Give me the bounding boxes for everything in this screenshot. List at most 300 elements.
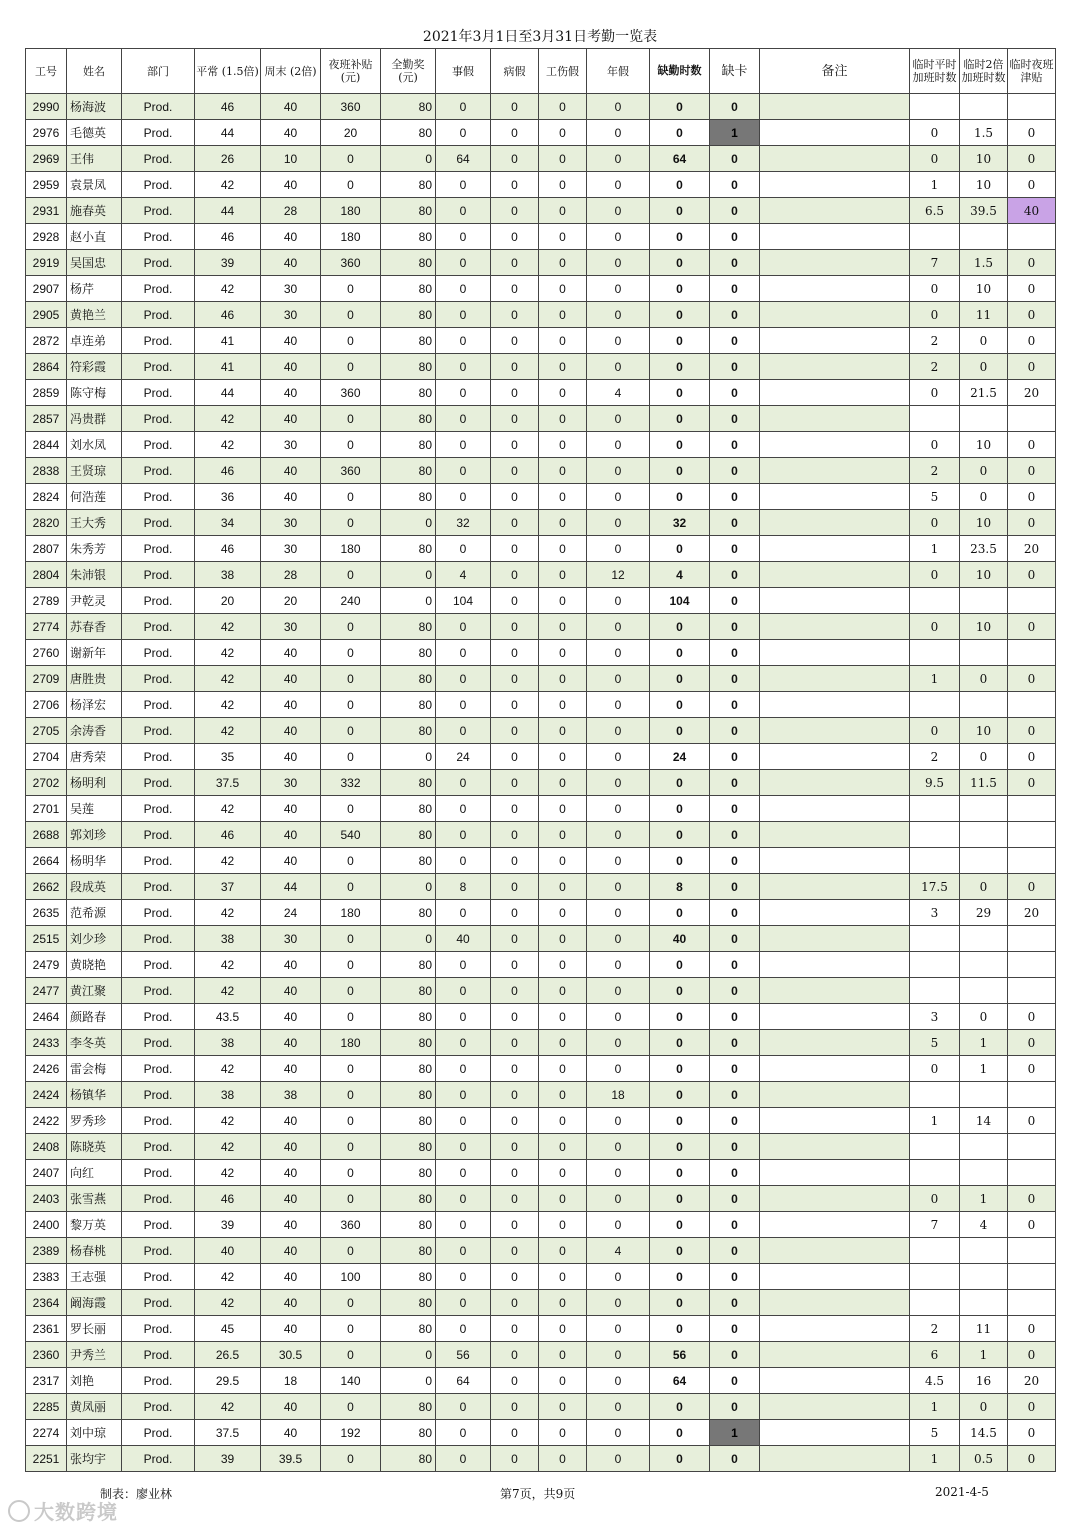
cell-id: 2824 bbox=[26, 484, 67, 510]
cell-annual-leave: 0 bbox=[587, 614, 650, 640]
cell-absence-hours: 0 bbox=[650, 1212, 710, 1238]
header-row bbox=[26, 49, 1056, 94]
cell-missing-card: 0 bbox=[710, 900, 760, 926]
cell-absence-hours: 0 bbox=[650, 822, 710, 848]
table-row bbox=[26, 1160, 1056, 1186]
table-row bbox=[26, 94, 1056, 120]
cell-night-allowance: 360 bbox=[321, 1212, 381, 1238]
cell-personal-leave: 0 bbox=[436, 1186, 491, 1212]
cell-missing-card: 0 bbox=[710, 1212, 760, 1238]
cell-dept: Prod. bbox=[122, 94, 195, 120]
cell-temp-double-ot: 0 bbox=[960, 484, 1008, 510]
cell-temp-night-allowance: 0 bbox=[1008, 874, 1056, 900]
cell-annual-leave: 0 bbox=[587, 1160, 650, 1186]
cell-dept: Prod. bbox=[122, 432, 195, 458]
cell-annual-leave: 0 bbox=[587, 536, 650, 562]
cell-absence-hours: 104 bbox=[650, 588, 710, 614]
cell-night-allowance: 0 bbox=[321, 978, 381, 1004]
cell-night-allowance: 0 bbox=[321, 1394, 381, 1420]
cell-night-allowance: 0 bbox=[321, 1004, 381, 1030]
cell-personal-leave: 0 bbox=[436, 406, 491, 432]
cell-injury-leave: 0 bbox=[539, 1082, 587, 1108]
cell-name: 向红 bbox=[67, 1160, 122, 1186]
cell-id: 2635 bbox=[26, 900, 67, 926]
cell-missing-card: 0 bbox=[710, 822, 760, 848]
cell-temp-night-allowance: 0 bbox=[1008, 666, 1056, 692]
cell-full-attendance-bonus: 80 bbox=[381, 458, 436, 484]
cell-injury-leave: 0 bbox=[539, 432, 587, 458]
cell-injury-leave: 0 bbox=[539, 536, 587, 562]
cell-id: 2426 bbox=[26, 1056, 67, 1082]
cell-temp-double-ot bbox=[960, 1134, 1008, 1160]
cell-id: 2515 bbox=[26, 926, 67, 952]
cell-regular-ot: 42 bbox=[195, 1264, 261, 1290]
cell-sick-leave: 0 bbox=[491, 1004, 539, 1030]
cell-dept: Prod. bbox=[122, 120, 195, 146]
cell-sick-leave: 0 bbox=[491, 536, 539, 562]
cell-id: 2760 bbox=[26, 640, 67, 666]
cell-weekend-ot: 40 bbox=[261, 1030, 321, 1056]
cell-temp-night-allowance: 0 bbox=[1008, 1420, 1056, 1446]
cell-personal-leave: 0 bbox=[436, 302, 491, 328]
cell-injury-leave: 0 bbox=[539, 198, 587, 224]
cell-injury-leave: 0 bbox=[539, 250, 587, 276]
cell-remarks bbox=[760, 172, 910, 198]
cell-sick-leave: 0 bbox=[491, 510, 539, 536]
cell-night-allowance: 140 bbox=[321, 1368, 381, 1394]
cell-id: 2919 bbox=[26, 250, 67, 276]
cell-annual-leave: 4 bbox=[587, 380, 650, 406]
cell-id: 2664 bbox=[26, 848, 67, 874]
cell-temp-night-allowance bbox=[1008, 1134, 1056, 1160]
cell-full-attendance-bonus: 80 bbox=[381, 952, 436, 978]
cell-absence-hours: 0 bbox=[650, 458, 710, 484]
cell-temp-night-allowance: 0 bbox=[1008, 172, 1056, 198]
cell-id: 2360 bbox=[26, 1342, 67, 1368]
cell-regular-ot: 42 bbox=[195, 1290, 261, 1316]
cell-temp-night-allowance: 20 bbox=[1008, 1368, 1056, 1394]
cell-weekend-ot: 28 bbox=[261, 562, 321, 588]
cell-annual-leave: 0 bbox=[587, 692, 650, 718]
cell-temp-night-allowance: 0 bbox=[1008, 770, 1056, 796]
table-row bbox=[26, 1238, 1056, 1264]
col-header-annual-leave: 年假 bbox=[587, 49, 650, 94]
cell-injury-leave: 0 bbox=[539, 380, 587, 406]
cell-remarks bbox=[760, 614, 910, 640]
cell-night-allowance: 0 bbox=[321, 484, 381, 510]
cell-weekend-ot: 40 bbox=[261, 822, 321, 848]
cell-sick-leave: 0 bbox=[491, 666, 539, 692]
cell-regular-ot: 39 bbox=[195, 1446, 261, 1472]
table-row bbox=[26, 146, 1056, 172]
cell-weekend-ot: 40 bbox=[261, 224, 321, 250]
cell-dept: Prod. bbox=[122, 406, 195, 432]
cell-sick-leave: 0 bbox=[491, 458, 539, 484]
cell-sick-leave: 0 bbox=[491, 484, 539, 510]
cell-personal-leave: 0 bbox=[436, 250, 491, 276]
cell-weekend-ot: 40 bbox=[261, 94, 321, 120]
cell-absence-hours: 0 bbox=[650, 484, 710, 510]
cell-night-allowance: 0 bbox=[321, 1316, 381, 1342]
cell-dept: Prod. bbox=[122, 250, 195, 276]
cell-absence-hours: 8 bbox=[650, 874, 710, 900]
cell-night-allowance: 0 bbox=[321, 406, 381, 432]
cell-missing-card: 0 bbox=[710, 224, 760, 250]
cell-personal-leave: 0 bbox=[436, 354, 491, 380]
cell-missing-card: 0 bbox=[710, 1056, 760, 1082]
cell-full-attendance-bonus: 80 bbox=[381, 1056, 436, 1082]
cell-personal-leave: 0 bbox=[436, 1082, 491, 1108]
cell-personal-leave: 0 bbox=[436, 1030, 491, 1056]
cell-absence-hours: 4 bbox=[650, 562, 710, 588]
cell-annual-leave: 0 bbox=[587, 926, 650, 952]
cell-missing-card: 0 bbox=[710, 666, 760, 692]
table-row bbox=[26, 848, 1056, 874]
cell-full-attendance-bonus: 80 bbox=[381, 640, 436, 666]
cell-remarks bbox=[760, 302, 910, 328]
table-row bbox=[26, 172, 1056, 198]
cell-sick-leave: 0 bbox=[491, 874, 539, 900]
table-row bbox=[26, 718, 1056, 744]
cell-full-attendance-bonus: 80 bbox=[381, 848, 436, 874]
cell-injury-leave: 0 bbox=[539, 900, 587, 926]
cell-night-allowance: 360 bbox=[321, 458, 381, 484]
cell-temp-night-allowance: 20 bbox=[1008, 536, 1056, 562]
cell-injury-leave: 0 bbox=[539, 562, 587, 588]
cell-dept: Prod. bbox=[122, 952, 195, 978]
cell-personal-leave: 64 bbox=[436, 1368, 491, 1394]
cell-injury-leave: 0 bbox=[539, 328, 587, 354]
cell-personal-leave: 0 bbox=[436, 1212, 491, 1238]
cell-name: 吴莲 bbox=[67, 796, 122, 822]
cell-weekend-ot: 30 bbox=[261, 302, 321, 328]
cell-temp-double-ot bbox=[960, 406, 1008, 432]
cell-regular-ot: 36 bbox=[195, 484, 261, 510]
cell-name: 黄凤丽 bbox=[67, 1394, 122, 1420]
cell-injury-leave: 0 bbox=[539, 796, 587, 822]
cell-absence-hours: 0 bbox=[650, 1264, 710, 1290]
cell-sick-leave: 0 bbox=[491, 302, 539, 328]
cell-injury-leave: 0 bbox=[539, 978, 587, 1004]
cell-temp-regular-ot bbox=[910, 406, 960, 432]
cell-weekend-ot: 18 bbox=[261, 1368, 321, 1394]
cell-full-attendance-bonus: 80 bbox=[381, 536, 436, 562]
cell-missing-card: 0 bbox=[710, 1290, 760, 1316]
cell-personal-leave: 0 bbox=[436, 432, 491, 458]
table-row bbox=[26, 302, 1056, 328]
cell-injury-leave: 0 bbox=[539, 848, 587, 874]
cell-sick-leave: 0 bbox=[491, 406, 539, 432]
cell-full-attendance-bonus: 0 bbox=[381, 1342, 436, 1368]
cell-temp-double-ot: 10 bbox=[960, 146, 1008, 172]
cell-annual-leave: 0 bbox=[587, 458, 650, 484]
cell-weekend-ot: 40 bbox=[261, 250, 321, 276]
cell-personal-leave: 40 bbox=[436, 926, 491, 952]
cell-missing-card: 0 bbox=[710, 926, 760, 952]
cell-name: 颜路春 bbox=[67, 1004, 122, 1030]
cell-missing-card: 0 bbox=[710, 1342, 760, 1368]
cell-annual-leave: 0 bbox=[587, 1446, 650, 1472]
cell-night-allowance: 0 bbox=[321, 276, 381, 302]
cell-regular-ot: 42 bbox=[195, 1056, 261, 1082]
cell-missing-card: 0 bbox=[710, 1108, 760, 1134]
cell-remarks bbox=[760, 562, 910, 588]
cell-name: 杨镇华 bbox=[67, 1082, 122, 1108]
cell-name: 陈晓英 bbox=[67, 1134, 122, 1160]
cell-absence-hours: 0 bbox=[650, 640, 710, 666]
cell-temp-night-allowance: 0 bbox=[1008, 510, 1056, 536]
cell-name: 黄晓艳 bbox=[67, 952, 122, 978]
cell-weekend-ot: 40 bbox=[261, 692, 321, 718]
cell-name: 李冬英 bbox=[67, 1030, 122, 1056]
table-row bbox=[26, 952, 1056, 978]
cell-name: 唐秀荣 bbox=[67, 744, 122, 770]
cell-weekend-ot: 40 bbox=[261, 978, 321, 1004]
cell-regular-ot: 44 bbox=[195, 380, 261, 406]
cell-sick-leave: 0 bbox=[491, 1134, 539, 1160]
cell-dept: Prod. bbox=[122, 146, 195, 172]
cell-name: 王贤琼 bbox=[67, 458, 122, 484]
table-row bbox=[26, 328, 1056, 354]
cell-night-allowance: 100 bbox=[321, 1264, 381, 1290]
cell-temp-double-ot: 1 bbox=[960, 1186, 1008, 1212]
cell-temp-double-ot: 1 bbox=[960, 1056, 1008, 1082]
table-row bbox=[26, 536, 1056, 562]
cell-dept: Prod. bbox=[122, 458, 195, 484]
cell-missing-card: 0 bbox=[710, 458, 760, 484]
cell-temp-night-allowance bbox=[1008, 640, 1056, 666]
cell-regular-ot: 38 bbox=[195, 926, 261, 952]
cell-night-allowance: 0 bbox=[321, 432, 381, 458]
cell-temp-double-ot bbox=[960, 224, 1008, 250]
cell-temp-double-ot bbox=[960, 94, 1008, 120]
cell-night-allowance: 0 bbox=[321, 640, 381, 666]
footer-page: 第7页，共9页 bbox=[500, 1487, 576, 1501]
cell-temp-double-ot: 10 bbox=[960, 614, 1008, 640]
cell-night-allowance: 0 bbox=[321, 1134, 381, 1160]
cell-temp-night-allowance: 0 bbox=[1008, 1108, 1056, 1134]
cell-sick-leave: 0 bbox=[491, 1420, 539, 1446]
cell-id: 2864 bbox=[26, 354, 67, 380]
cell-injury-leave: 0 bbox=[539, 1394, 587, 1420]
cell-dept: Prod. bbox=[122, 666, 195, 692]
cell-annual-leave: 0 bbox=[587, 354, 650, 380]
cell-full-attendance-bonus: 80 bbox=[381, 822, 436, 848]
cell-regular-ot: 42 bbox=[195, 172, 261, 198]
cell-absence-hours: 0 bbox=[650, 770, 710, 796]
cell-id: 2905 bbox=[26, 302, 67, 328]
cell-missing-card: 0 bbox=[710, 744, 760, 770]
cell-full-attendance-bonus: 80 bbox=[381, 1004, 436, 1030]
cell-dept: Prod. bbox=[122, 640, 195, 666]
cell-temp-regular-ot: 2 bbox=[910, 328, 960, 354]
cell-missing-card: 1 bbox=[710, 120, 760, 146]
cell-missing-card: 0 bbox=[710, 1186, 760, 1212]
cell-dept: Prod. bbox=[122, 1342, 195, 1368]
cell-injury-leave: 0 bbox=[539, 1134, 587, 1160]
cell-full-attendance-bonus: 80 bbox=[381, 250, 436, 276]
cell-sick-leave: 0 bbox=[491, 1056, 539, 1082]
col-header-sick-leave: 病假 bbox=[491, 49, 539, 94]
cell-temp-double-ot: 4 bbox=[960, 1212, 1008, 1238]
cell-regular-ot: 42 bbox=[195, 406, 261, 432]
cell-absence-hours: 0 bbox=[650, 1108, 710, 1134]
cell-remarks bbox=[760, 1394, 910, 1420]
cell-missing-card: 0 bbox=[710, 1160, 760, 1186]
cell-temp-night-allowance: 0 bbox=[1008, 458, 1056, 484]
cell-absence-hours: 0 bbox=[650, 614, 710, 640]
cell-temp-night-allowance bbox=[1008, 1082, 1056, 1108]
cell-name: 黄江聚 bbox=[67, 978, 122, 1004]
cell-annual-leave: 0 bbox=[587, 276, 650, 302]
cell-temp-double-ot: 10 bbox=[960, 276, 1008, 302]
cell-absence-hours: 0 bbox=[650, 666, 710, 692]
cell-temp-double-ot bbox=[960, 978, 1008, 1004]
cell-temp-double-ot bbox=[960, 1160, 1008, 1186]
cell-missing-card: 0 bbox=[710, 1394, 760, 1420]
cell-temp-double-ot: 39.5 bbox=[960, 198, 1008, 224]
cell-temp-regular-ot: 5 bbox=[910, 1420, 960, 1446]
cell-temp-double-ot: 0.5 bbox=[960, 1446, 1008, 1472]
cell-temp-regular-ot bbox=[910, 1290, 960, 1316]
cell-full-attendance-bonus: 80 bbox=[381, 1160, 436, 1186]
cell-regular-ot: 37 bbox=[195, 874, 261, 900]
cell-absence-hours: 0 bbox=[650, 718, 710, 744]
cell-personal-leave: 0 bbox=[436, 1134, 491, 1160]
cell-absence-hours: 0 bbox=[650, 978, 710, 1004]
cell-weekend-ot: 28 bbox=[261, 198, 321, 224]
cell-annual-leave: 0 bbox=[587, 1264, 650, 1290]
cell-sick-leave: 0 bbox=[491, 744, 539, 770]
cell-missing-card: 0 bbox=[710, 874, 760, 900]
cell-sick-leave: 0 bbox=[491, 328, 539, 354]
cell-remarks bbox=[760, 952, 910, 978]
cell-dept: Prod. bbox=[122, 796, 195, 822]
cell-id: 2931 bbox=[26, 198, 67, 224]
cell-id: 2859 bbox=[26, 380, 67, 406]
cell-temp-night-allowance: 0 bbox=[1008, 614, 1056, 640]
cell-temp-double-ot: 23.5 bbox=[960, 536, 1008, 562]
cell-dept: Prod. bbox=[122, 354, 195, 380]
cell-absence-hours: 0 bbox=[650, 1082, 710, 1108]
cell-remarks bbox=[760, 1420, 910, 1446]
cell-name: 罗长丽 bbox=[67, 1316, 122, 1342]
cell-temp-double-ot: 0 bbox=[960, 744, 1008, 770]
cell-night-allowance: 0 bbox=[321, 796, 381, 822]
cell-temp-regular-ot: 0 bbox=[910, 562, 960, 588]
table-row bbox=[26, 354, 1056, 380]
cell-injury-leave: 0 bbox=[539, 302, 587, 328]
cell-night-allowance: 0 bbox=[321, 1056, 381, 1082]
cell-annual-leave: 0 bbox=[587, 718, 650, 744]
cell-temp-night-allowance: 0 bbox=[1008, 120, 1056, 146]
cell-sick-leave: 0 bbox=[491, 640, 539, 666]
cell-annual-leave: 0 bbox=[587, 874, 650, 900]
cell-id: 2969 bbox=[26, 146, 67, 172]
cell-sick-leave: 0 bbox=[491, 1030, 539, 1056]
cell-weekend-ot: 30 bbox=[261, 432, 321, 458]
cell-temp-double-ot bbox=[960, 952, 1008, 978]
cell-night-allowance: 0 bbox=[321, 718, 381, 744]
cell-temp-regular-ot: 0 bbox=[910, 120, 960, 146]
table-row bbox=[26, 1368, 1056, 1394]
cell-injury-leave: 0 bbox=[539, 510, 587, 536]
cell-dept: Prod. bbox=[122, 1394, 195, 1420]
cell-name: 朱秀芳 bbox=[67, 536, 122, 562]
cell-remarks bbox=[760, 510, 910, 536]
cell-id: 2820 bbox=[26, 510, 67, 536]
cell-regular-ot: 42 bbox=[195, 718, 261, 744]
cell-remarks bbox=[760, 926, 910, 952]
cell-name: 施春英 bbox=[67, 198, 122, 224]
cell-injury-leave: 0 bbox=[539, 1186, 587, 1212]
cell-personal-leave: 0 bbox=[436, 848, 491, 874]
cell-annual-leave: 0 bbox=[587, 978, 650, 1004]
cell-regular-ot: 20 bbox=[195, 588, 261, 614]
cell-weekend-ot: 40 bbox=[261, 1056, 321, 1082]
cell-temp-night-allowance bbox=[1008, 588, 1056, 614]
cell-absence-hours: 24 bbox=[650, 744, 710, 770]
cell-weekend-ot: 40 bbox=[261, 1238, 321, 1264]
cell-missing-card: 0 bbox=[710, 640, 760, 666]
cell-regular-ot: 42 bbox=[195, 952, 261, 978]
cell-name: 刘少珍 bbox=[67, 926, 122, 952]
cell-temp-regular-ot bbox=[910, 796, 960, 822]
cell-weekend-ot: 40 bbox=[261, 1264, 321, 1290]
table-row bbox=[26, 224, 1056, 250]
cell-temp-night-allowance: 0 bbox=[1008, 250, 1056, 276]
cell-regular-ot: 39 bbox=[195, 250, 261, 276]
cell-id: 2407 bbox=[26, 1160, 67, 1186]
cell-remarks bbox=[760, 1160, 910, 1186]
cell-dept: Prod. bbox=[122, 1056, 195, 1082]
cell-name: 段成英 bbox=[67, 874, 122, 900]
cell-weekend-ot: 40 bbox=[261, 1186, 321, 1212]
cell-remarks bbox=[760, 1446, 910, 1472]
cell-full-attendance-bonus: 0 bbox=[381, 146, 436, 172]
cell-absence-hours: 0 bbox=[650, 224, 710, 250]
cell-absence-hours: 0 bbox=[650, 406, 710, 432]
cell-dept: Prod. bbox=[122, 978, 195, 1004]
cell-night-allowance: 180 bbox=[321, 900, 381, 926]
cell-remarks bbox=[760, 692, 910, 718]
cell-night-allowance: 0 bbox=[321, 926, 381, 952]
cell-full-attendance-bonus: 80 bbox=[381, 432, 436, 458]
cell-missing-card: 0 bbox=[710, 146, 760, 172]
cell-temp-double-ot: 0 bbox=[960, 458, 1008, 484]
cell-temp-double-ot: 0 bbox=[960, 1394, 1008, 1420]
cell-night-allowance: 0 bbox=[321, 302, 381, 328]
cell-absence-hours: 0 bbox=[650, 848, 710, 874]
cell-sick-leave: 0 bbox=[491, 1316, 539, 1342]
cell-missing-card: 0 bbox=[710, 718, 760, 744]
cell-temp-regular-ot: 1 bbox=[910, 536, 960, 562]
cell-remarks bbox=[760, 1342, 910, 1368]
cell-id: 2361 bbox=[26, 1316, 67, 1342]
cell-sick-leave: 0 bbox=[491, 562, 539, 588]
cell-remarks bbox=[760, 1030, 910, 1056]
cell-night-allowance: 180 bbox=[321, 1030, 381, 1056]
cell-missing-card: 0 bbox=[710, 250, 760, 276]
cell-temp-regular-ot bbox=[910, 692, 960, 718]
cell-full-attendance-bonus: 80 bbox=[381, 172, 436, 198]
cell-id: 2285 bbox=[26, 1394, 67, 1420]
cell-temp-night-allowance bbox=[1008, 1238, 1056, 1264]
cell-temp-regular-ot bbox=[910, 952, 960, 978]
table-row bbox=[26, 640, 1056, 666]
cell-personal-leave: 0 bbox=[436, 198, 491, 224]
cell-temp-regular-ot bbox=[910, 1238, 960, 1264]
